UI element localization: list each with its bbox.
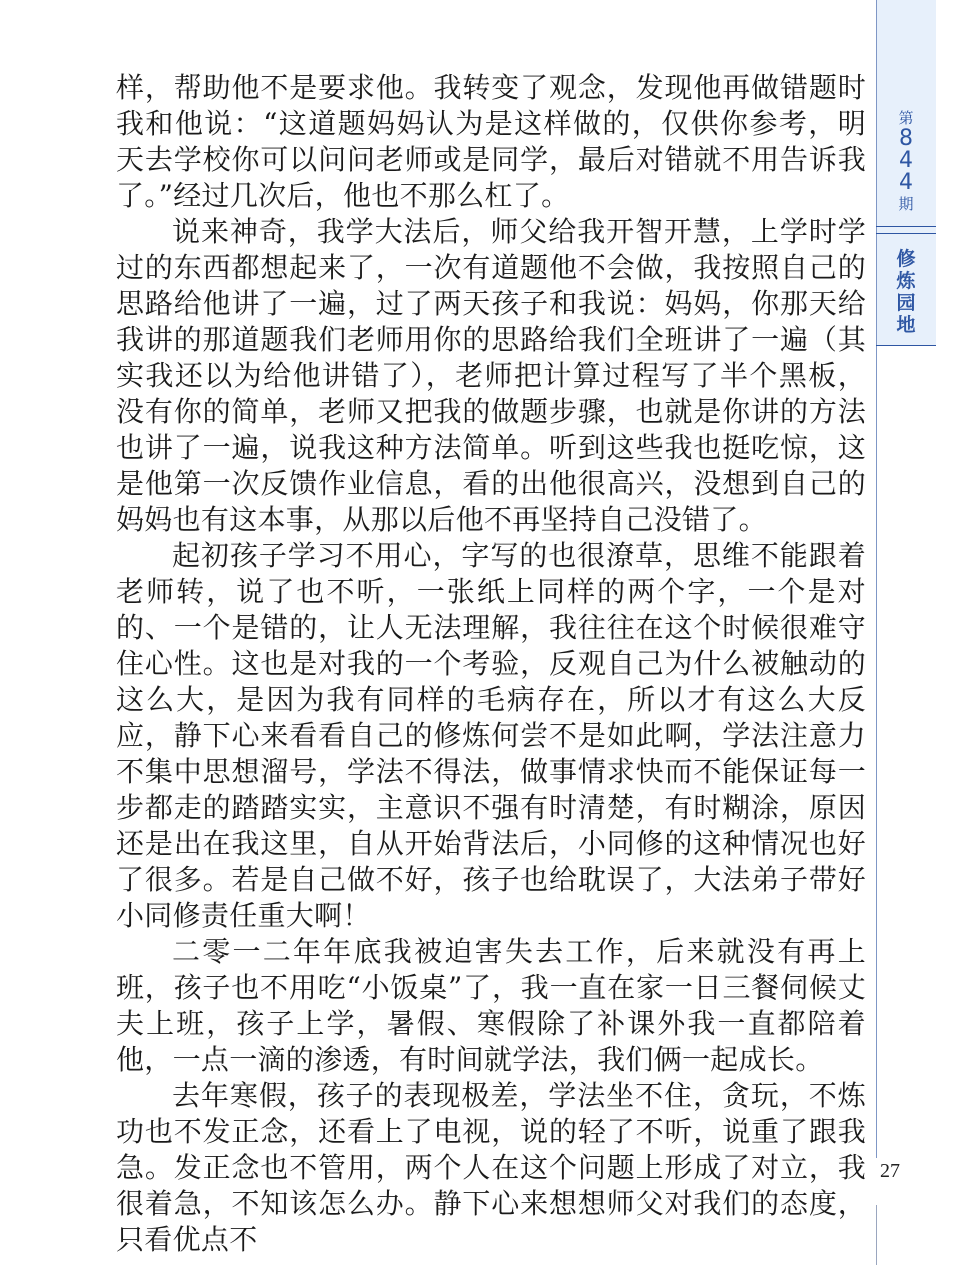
section-title-char: 修 [896,248,916,270]
paragraph: 样，帮助他不是要求他。我转变了观念，发现他再做错题时我和他说：“这道题妈妈认为是这样做的，仅供你参考，明天去学校你可以问问老师或是同学，最后对错就不用告诉我了。”经过几次后，他也不那么杠了。 [116,71,866,212]
sidebar-divider [876,345,936,346]
article-body [116,70,866,1258]
section-title-char: 炼 [896,270,916,292]
issue-digit: 4 [899,148,913,173]
section-title-char: 地 [896,314,916,336]
section-title-char: 园 [896,292,916,314]
issue-digit: 8 [899,126,913,151]
issue-suffix: 期 [898,195,914,213]
page-number: 27 [880,1160,900,1182]
issue-label [876,108,936,214]
issue-prefix: 第 [898,109,914,127]
issue-digit: 4 [899,170,913,195]
sidebar-divider [876,226,936,227]
vertical-rule-bottom [876,1205,877,1265]
paragraph: 起初孩子学习不用心，字写的也很潦草，思维不能跟着老师转，说了也不听，一张纸上同样的两个字，一个是对的、一个是错的，让人无法理解，我往往在这个时候很难守住心性。这也是对我的一个考验，反观自己为什么被触动的这么大，是因为我有同样的毛病存在，所以才有这么大反应，静下心来看看自己的修炼何尝不是如此啊，学法注意力不集中思想溜号，学法不得法，做事情求快而不能保证每一步都走的踏踏实实，主意识不强有时清楚，有时糊涂，原因还是出在我这里，自从开始背法后，小同修的这种情况也好了很多。若是自己做不好，孩子也给耽误了，大法弟子带好小同修责任重大啊！ [116,539,866,932]
sidebar-divider [876,233,936,234]
section-title [876,248,936,336]
paragraph: 去年寒假，孩子的表现极差，学法坐不住，贪玩，不炼功也不发正念，还看上了电视，说的轻了不听，说重了跟我急。发正念也不管用，两个人在这个问题上形成了对立，我很着急，不知该怎么办。静下心来想想师父对我们的态度，只看优点不 [116,1079,866,1256]
paragraph: 二零一二年年底我被迫害失去工作，后来就没有再上班，孩子也不用吃“小饭桌”了，我一直在家一日三餐伺候丈夫上班，孩子上学，暑假、寒假除了补课外我一直都陪着他，一点一滴的渗透，有时间就学法，我们俩一起成长。 [116,935,866,1076]
paragraph: 说来神奇，我学大法后，师父给我开智开慧，上学时学过的东西都想起来了，一次有道题他不会做，我按照自己的思路给他讲了一遍，过了两天孩子和我说：妈妈，你那天给我讲的那道题我们老师用你的思路给我们全班讲了一遍（其实我还以为给他讲错了），老师把计算过程写了半个黑板，没有你的简单，老师又把我的做题步骤，也就是你讲的方法也讲了一遍，说我这种方法简单。听到这些我也挺吃惊，这是他第一次反馈作业信息，看的出他很高兴，没想到自己的妈妈也有这本事，从那以后他不再坚持自己没错了。 [116,215,866,536]
